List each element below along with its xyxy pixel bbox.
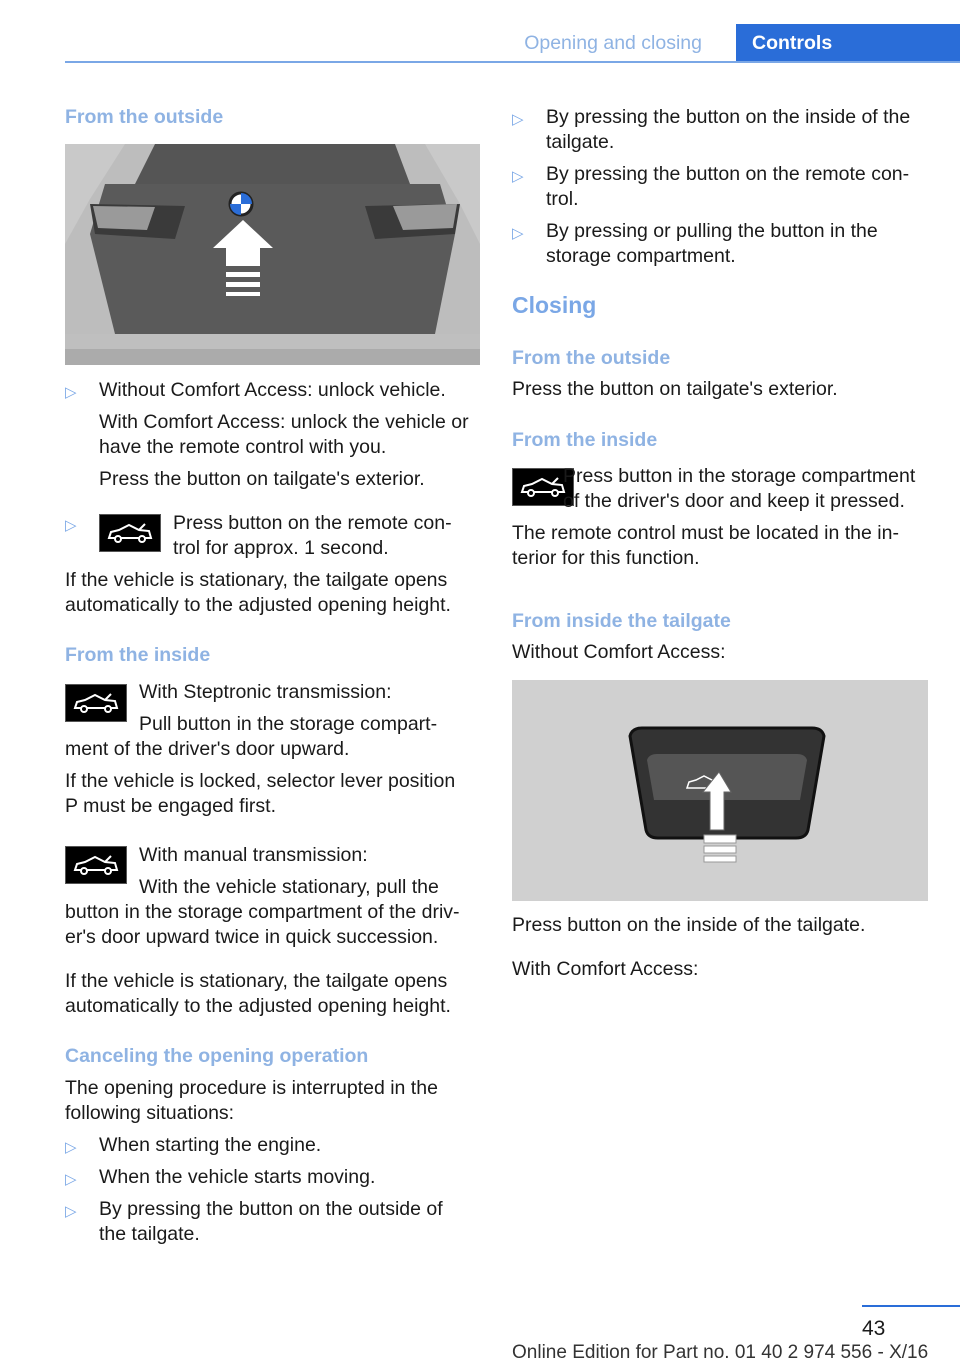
heading-canceling-opening: Canceling the opening operation xyxy=(65,1045,369,1067)
heading-closing: Closing xyxy=(512,292,597,318)
b1-line1: Without Comfort Access: unlock vehicle. xyxy=(99,379,446,401)
footer-edition: Online Edition for Part no. 01 40 2 974 556 - X/16 xyxy=(512,1342,929,1363)
cancel-line1: The opening procedure is interrupted in the xyxy=(65,1077,438,1099)
cancel-line2: following situations: xyxy=(65,1102,235,1124)
manual-line2: With the vehicle stationary, pull the xyxy=(139,876,439,898)
remote-line1: The remote control must be located in the in- xyxy=(512,522,899,544)
closing-inside-line1: Press button in the storage compartment xyxy=(563,465,916,487)
heading-from-the-inside: From the inside xyxy=(65,644,211,666)
tailgate-inside-button-photo xyxy=(512,680,928,901)
remote-line2: terior for this function. xyxy=(512,547,700,569)
rb1-line2: tailgate. xyxy=(546,131,615,153)
cancel-bullet-3-line2: the tailgate. xyxy=(99,1223,200,1245)
bullet-triangle-icon: ▷ xyxy=(512,225,524,242)
rb1-line1: By pressing the button on the inside of the xyxy=(546,106,911,128)
car-rear-illustration xyxy=(65,144,480,365)
manual-line1: With manual transmission: xyxy=(139,844,368,866)
tailgate-car-icon xyxy=(99,514,161,552)
manual-line4: er's door upward twice in quick succession. xyxy=(65,926,439,948)
bullet-triangle-icon: ▷ xyxy=(512,111,524,128)
heading-closing-from-outside: From the outside xyxy=(512,347,671,369)
tailgate-car-icon xyxy=(65,846,127,884)
rb2-line2: trol. xyxy=(546,188,579,210)
p1-line2: automatically to the adjusted opening height. xyxy=(65,594,451,616)
p1-line1: If the vehicle is stationary, the tailgate opens xyxy=(65,569,448,591)
bullet-triangle-icon: ▷ xyxy=(65,1171,77,1188)
rb2-line1: By pressing the button on the remote con- xyxy=(546,163,910,185)
steptronic-line1: With Steptronic transmission: xyxy=(139,681,392,703)
rb3-line2: storage compartment. xyxy=(546,245,736,267)
bullet-triangle-icon: ▷ xyxy=(512,168,524,185)
manual-line3: button in the storage compartment of the driv- xyxy=(65,901,460,923)
inside-button-illustration xyxy=(512,680,928,901)
b1-line4: Press the button on tailgate's exterior. xyxy=(99,468,425,490)
tailgate-car-icon xyxy=(65,684,127,722)
header-rule xyxy=(65,61,960,63)
heading-closing-from-inside: From the inside xyxy=(512,429,658,451)
p2-line1: If the vehicle is stationary, the tailgate opens xyxy=(65,970,448,992)
with-comfort-access: With Comfort Access: xyxy=(512,958,699,980)
b1-line3: have the remote control with you. xyxy=(99,436,387,458)
bullet-triangle-icon: ▷ xyxy=(65,384,77,401)
locked-line2: P must be engaged first. xyxy=(65,795,277,817)
cancel-bullet-2: When the vehicle starts moving. xyxy=(99,1166,376,1188)
heading-from-inside-tailgate: From inside the tailgate xyxy=(512,610,731,632)
cancel-bullet-3-line1: By pressing the button on the outside of xyxy=(99,1198,443,1220)
heading-from-the-outside: From the outside xyxy=(65,106,224,128)
steptronic-line2: Pull button in the storage compart- xyxy=(139,713,438,735)
cancel-bullet-1: When starting the engine. xyxy=(99,1134,322,1156)
without-comfort-access: Without Comfort Access: xyxy=(512,641,726,663)
bullet-triangle-icon: ▷ xyxy=(65,1139,77,1156)
b2-line2: trol for approx. 1 second. xyxy=(173,537,389,559)
closing-outside-text: Press the button on tailgate's exterior. xyxy=(512,378,838,400)
b1-line2: With Comfort Access: unlock the vehicle or xyxy=(99,411,469,433)
running-header-section: Opening and closing xyxy=(524,32,702,54)
rb3-line1: By pressing or pulling the button in the xyxy=(546,220,878,242)
footer-rule xyxy=(862,1305,960,1307)
page-number: 43 xyxy=(862,1317,886,1340)
tailgate-exterior-photo xyxy=(65,144,480,365)
running-header-chapter-tab: Controls xyxy=(736,24,960,62)
closing-inside-line2: of the driver's door and keep it pressed. xyxy=(563,490,905,512)
press-inside-tailgate: Press button on the inside of the tailgate. xyxy=(512,914,866,936)
bullet-triangle-icon: ▷ xyxy=(65,1203,77,1220)
steptronic-line3: ment of the driver's door upward. xyxy=(65,738,350,760)
bullet-triangle-icon: ▷ xyxy=(65,517,77,534)
b2-line1: Press button on the remote con- xyxy=(173,512,452,534)
locked-line1: If the vehicle is locked, selector lever position xyxy=(65,770,456,792)
p2-line2: automatically to the adjusted opening height. xyxy=(65,995,451,1017)
